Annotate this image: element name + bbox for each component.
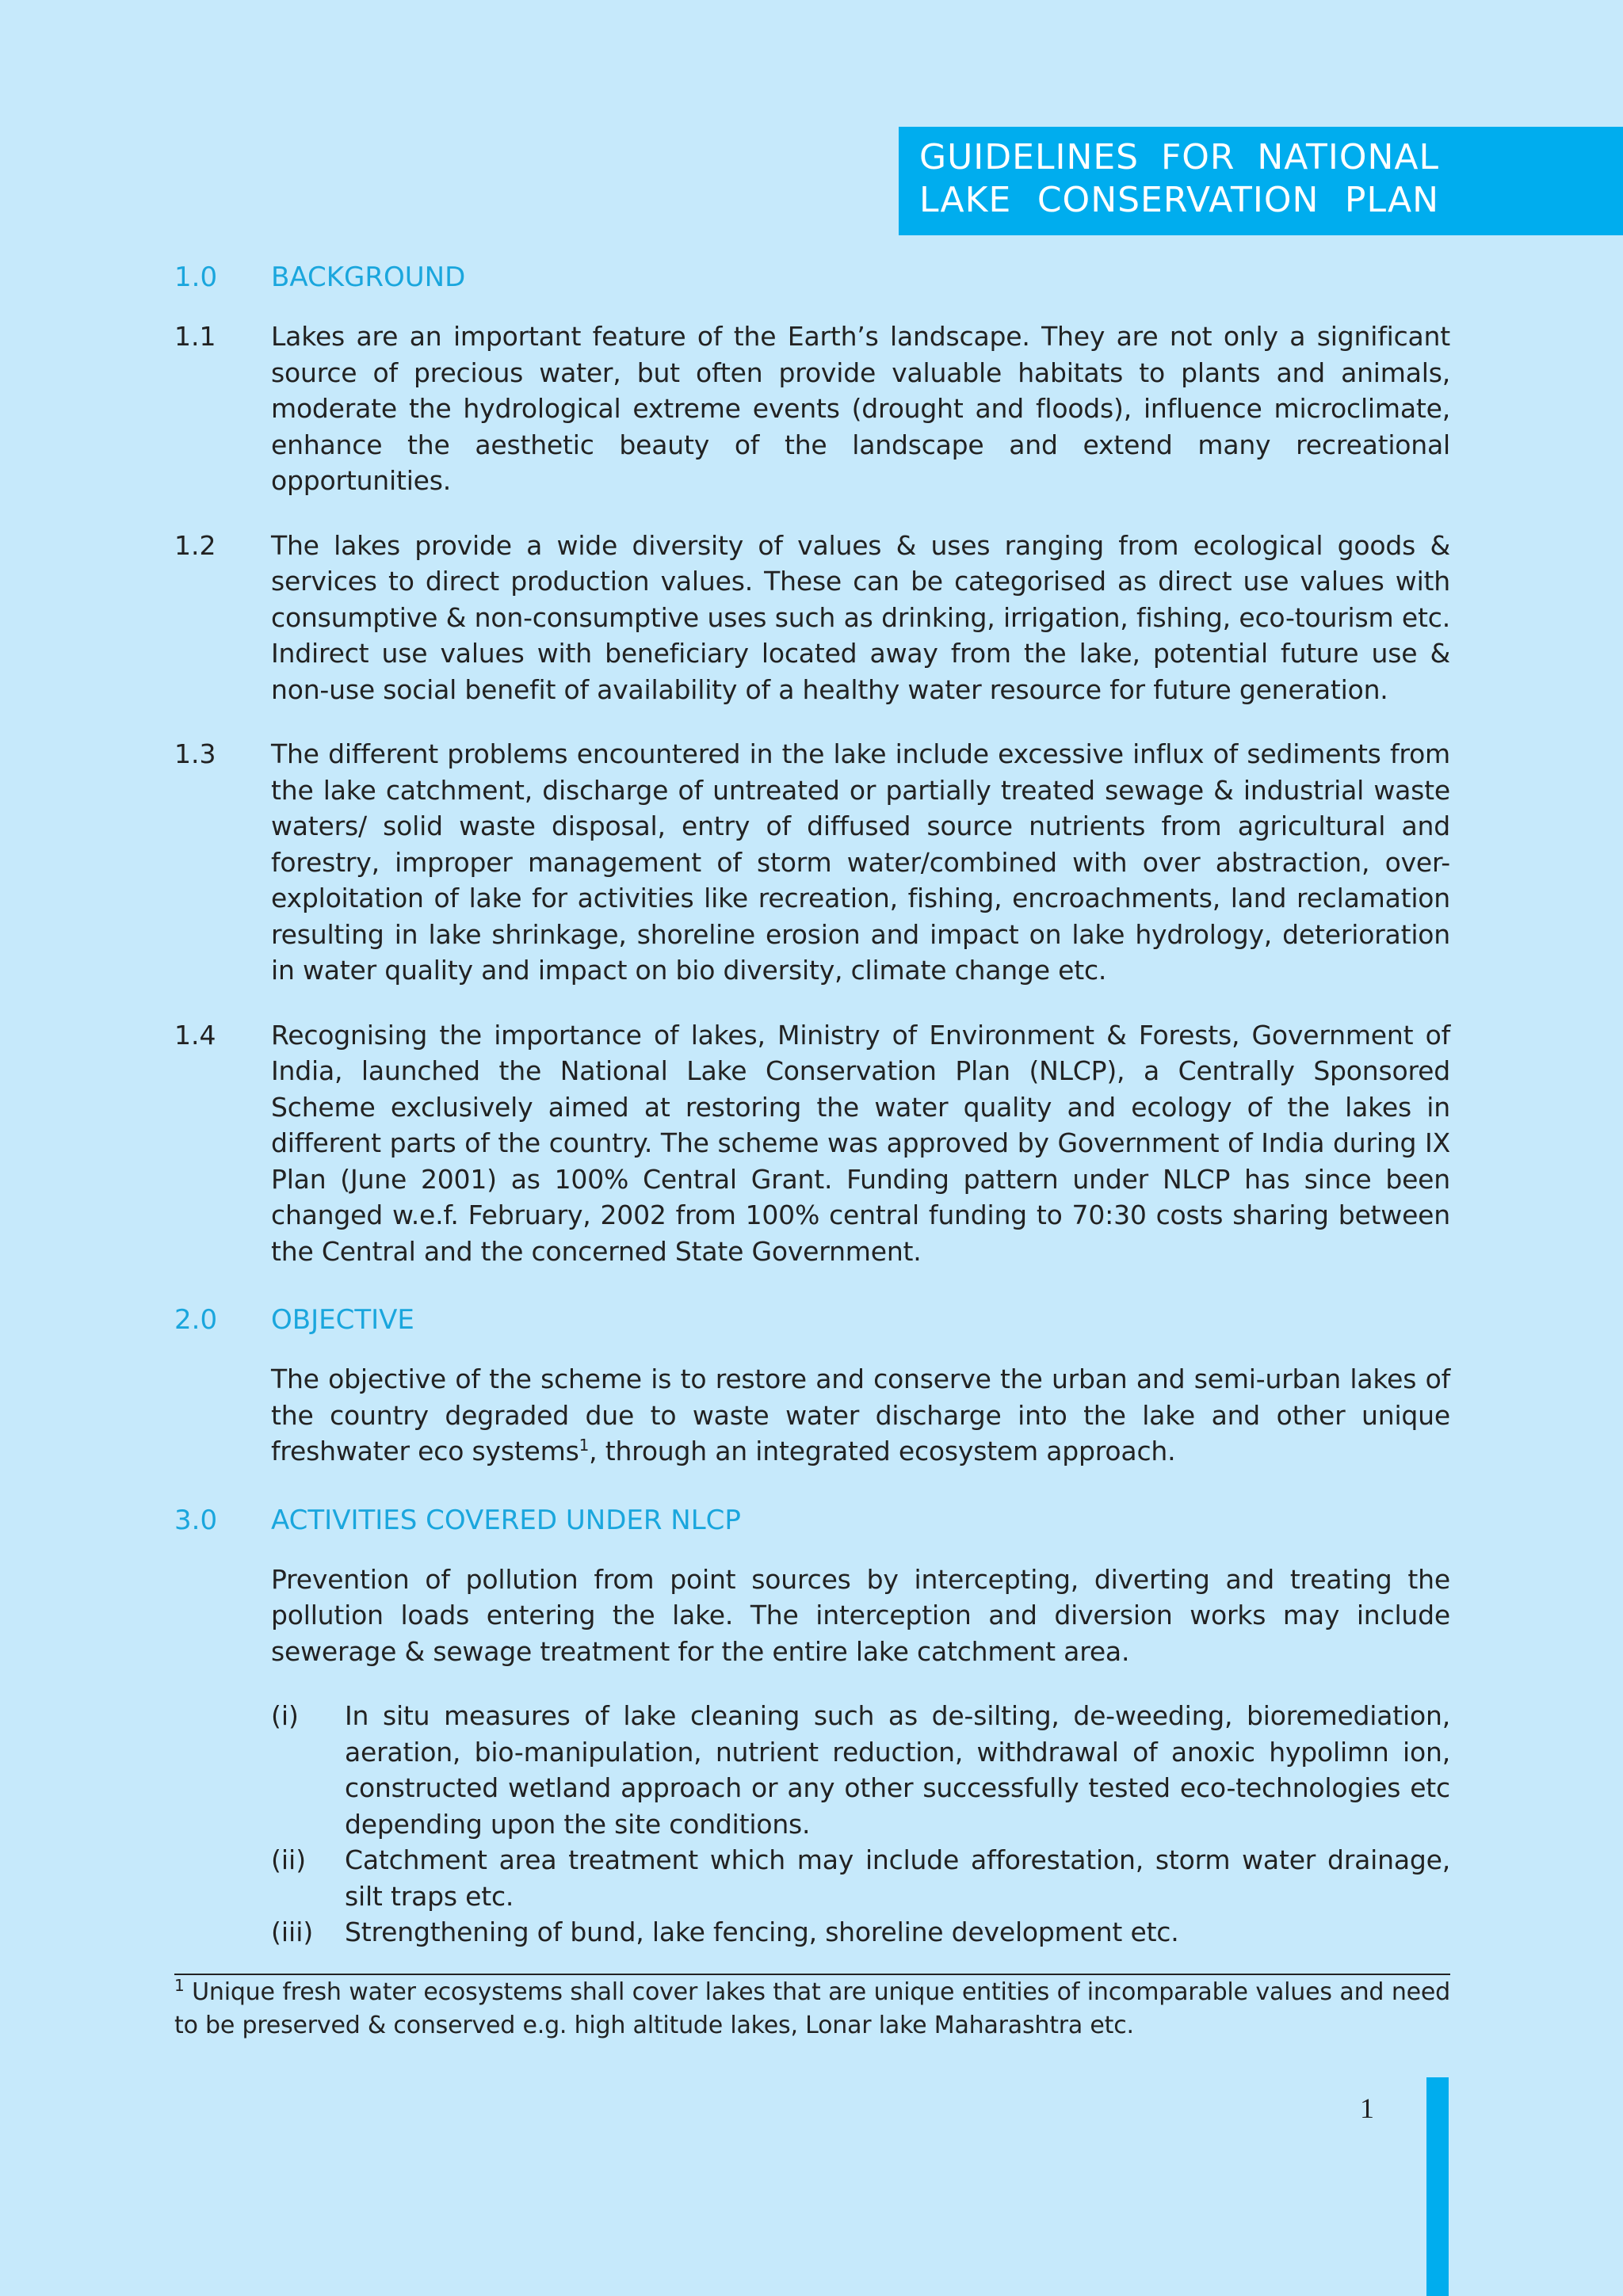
- paragraph-text: Lakes are an important feature of the Earth’s landscape. They are not only a significant source of precious water, but often provide valuable habitats to plants and animals, moderate the hydrological extreme events (drought and floods), influence microclimate, enhance the aesthetic beauty of the landscape and extend many recreational opportunities.: [271, 321, 1450, 496]
- activities-list: [271, 1698, 1450, 1951]
- list-marker: (iii): [271, 1917, 314, 1947]
- list-item: [271, 1842, 1450, 1914]
- footnote-marker: 1: [174, 1976, 185, 1995]
- section-number: 3.0: [174, 1504, 218, 1536]
- section-number: 1.0: [174, 261, 218, 293]
- list-marker: (ii): [271, 1844, 307, 1875]
- page-body: [174, 255, 1450, 1951]
- objective-text: The objective of the scheme is to restore and conserve the urban and semi-urban lakes of the country degraded due to waste water discharge into the lake and other unique freshwater eco systems: [271, 1363, 1450, 1466]
- paragraph-text: Recognising the importance of lakes, Ministry of Environment & Forests, Government of India, launched the National Lake Conservation Plan (NLCP), a Centrally Sponsored Scheme exclusively aimed at restoring the water quality and ecology of the lakes in different parts of the country. The scheme was approved by Government of India during IX Plan (June 2001) as 100% Central Grant. Funding pattern under NLCP has since been changed w.e.f. February, 2002 from 100% central funding to 70:30 costs sharing between the Central and the concerned State Government.: [271, 1019, 1450, 1267]
- paragraph-1-1: [174, 318, 1450, 499]
- page-edge-bar: [1426, 2077, 1449, 2296]
- list-item-text: In situ measures of lake cleaning such as de-silting, de-weeding, bioremediation, aeration, bio-manipulation, nutrient reduction, withdrawal of anoxic hypolimn ion, constructed wetland approach or any other successfully tested eco-technologies etc depending upon the site conditions.: [345, 1700, 1450, 1840]
- section-heading-activities: [174, 1498, 1450, 1543]
- objective-paragraph: [271, 1361, 1450, 1470]
- paragraph-number: 1.3: [174, 738, 216, 769]
- objective-text-end: , through an integrated ecosystem approach.: [589, 1436, 1176, 1466]
- paragraph-text: The lakes provide a wide diversity of values & uses ranging from ecological goods & services to direct production values. These can be categorised as direct use values with consumptive & non-consumptive uses such as drinking, irrigation, fishing, eco-tourism etc. Indirect use values with beneficiary located away from the lake, potential future use & non-use social benefit of availability of a healthy water resource for future generation.: [271, 529, 1450, 705]
- section-title: OBJECTIVE: [271, 1304, 414, 1336]
- section-heading-objective: [174, 1298, 1450, 1342]
- paragraph-number: 1.1: [174, 321, 216, 352]
- list-item-text: Strengthening of bund, lake fencing, shoreline development etc.: [345, 1917, 1179, 1947]
- activities-intro: Prevention of pollution from point sources by intercepting, diverting and treating the pollution loads entering the lake. The interception and diversion works may include sewerage & sewage treatment for the entire lake catchment area.: [271, 1563, 1450, 1667]
- document-title: [919, 136, 1439, 222]
- paragraph-1-2: [174, 528, 1450, 708]
- paragraph-number: 1.2: [174, 529, 216, 561]
- list-item-text: Catchment area treatment which may include afforestation, storm water drainage, silt traps etc.: [345, 1844, 1450, 1912]
- document-title-line-1: GUIDELINES FOR NATIONAL: [919, 137, 1439, 177]
- paragraph-number: 1.4: [174, 1019, 216, 1051]
- page-number: 1: [1360, 2092, 1374, 2124]
- footnote-reference[interactable]: 1: [579, 1436, 590, 1455]
- paragraph-1-4: [174, 1017, 1450, 1270]
- list-item: [271, 1914, 1450, 1951]
- section-title: BACKGROUND: [271, 261, 466, 293]
- paragraph-1-3: [174, 736, 1450, 989]
- paragraph-text: The different problems encountered in the lake include excessive influx of sediments from the lake catchment, discharge of untreated or partially treated sewage & industrial waste waters/ solid waste disposal, entry of diffused source nutrients from agricultural and forestry, improper management of storm water/combined with over abstraction, over-exploitation of lake for activities like recreation, fishing, encroachments, land reclamation resulting in lake shrinkage, shoreline erosion and impact on lake hydrology, deterioration in water quality and impact on bio diversity, climate change etc.: [271, 738, 1450, 986]
- section-title: ACTIVITIES COVERED UNDER NLCP: [271, 1504, 741, 1536]
- footnote: [174, 1976, 1450, 2042]
- footnote-divider: [174, 1974, 1450, 1975]
- document-title-line-2: LAKE CONSERVATION PLAN: [919, 180, 1439, 220]
- footnote-text: Unique fresh water ecosystems shall cover lakes that are unique entities of incomparable values and need to be preserved & conserved e.g. high altitude lakes, Lonar lake Maharashtra etc.: [174, 1978, 1450, 2039]
- section-heading-background: [174, 255, 1450, 299]
- list-marker: (i): [271, 1700, 299, 1731]
- list-item: [271, 1698, 1450, 1842]
- section-number: 2.0: [174, 1304, 218, 1336]
